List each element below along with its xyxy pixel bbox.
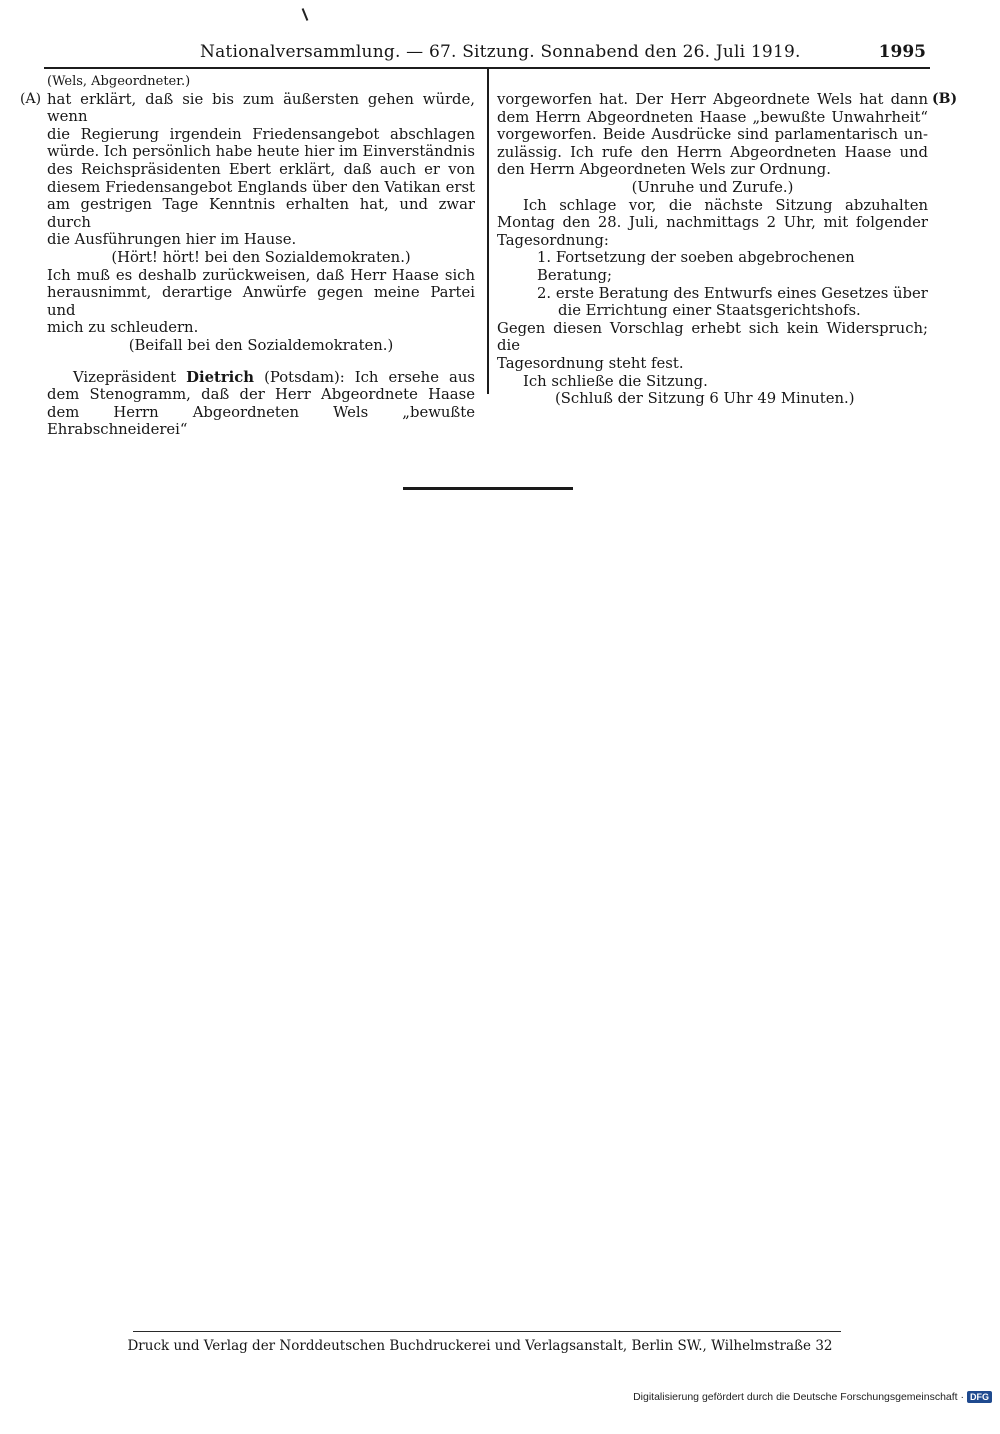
text-line: Ich muß es deshalb zurückweisen, daß Herr Haase sich bbox=[47, 266, 475, 284]
text-line: Ich schlage vor, die nächste Sitzung abzuhalten bbox=[523, 196, 928, 214]
text-line: (Potsdam): Ich ersehe aus bbox=[264, 368, 475, 386]
closing-note: (Schluß der Sitzung 6 Uhr 49 Minuten.) bbox=[555, 390, 855, 408]
text-line: am gestrigen Tage Kenntnis erhalten hat, und zwar durch bbox=[47, 196, 475, 231]
text-line: die Ausführungen hier im Hause. bbox=[47, 231, 297, 249]
margin-mark-b: (B) bbox=[932, 91, 958, 107]
page-header bbox=[0, 0, 1000, 70]
dfg-logo-icon: DFG bbox=[967, 1391, 992, 1403]
text-line: Ich schließe die Sitzung. bbox=[523, 372, 708, 390]
end-rule bbox=[403, 487, 573, 490]
text-line: dem Stenogramm, daß der Herr Abgeordnete Haase bbox=[47, 386, 475, 404]
speaker-role: Vizepräsident bbox=[73, 368, 177, 386]
speaker-note: (Wels, Abgeordneter.) bbox=[47, 74, 191, 89]
text-line: diesem Friedensangebot Englands über den Vatikan erst bbox=[47, 178, 475, 196]
speaker-name: Dietrich bbox=[186, 368, 255, 386]
interjection: (Hört! hört! bei den Sozialdemokraten.) bbox=[111, 248, 411, 266]
agenda-item: 2. erste Beratung des Entwurfs eines Gesetzes über bbox=[537, 284, 928, 302]
text-line: des Reichspräsidenten Ebert erklärt, daß auch er von bbox=[47, 160, 475, 178]
speaker-line bbox=[47, 369, 475, 387]
paragraph-gap bbox=[47, 355, 475, 369]
digitization-credit bbox=[633, 1391, 992, 1403]
text-line: Gegen diesen Vorschlag erhebt sich kein Widerspruch; die bbox=[497, 319, 928, 355]
text-line: Montag den 28. Juli, nachmittags 2 Uhr, mit folgender bbox=[497, 214, 928, 232]
printer-imprint: Druck und Verlag der Norddeutschen Buchdruckerei und Verlagsanstalt, Berlin SW., Wilhelmstraße 32 bbox=[127, 1338, 833, 1354]
credit-text: Digitalisierung gefördert durch die Deutsche Forschungsgemeinschaft · bbox=[633, 1391, 964, 1403]
interjection: (Beifall bei den Sozialdemokraten.) bbox=[128, 336, 394, 354]
text-line: dem Herrn Abgeordneten Wels „bewußte Ehrabschneiderei“ bbox=[47, 403, 475, 439]
text-line: dem Herrn Abgeordneten Haase „bewußte Unwahrheit“ bbox=[497, 108, 928, 126]
text-line: zulässig. Ich rufe den Herrn Abgeordneten Haase und bbox=[497, 143, 928, 161]
text-line: mich zu schleudern. bbox=[47, 319, 199, 337]
ink-mark bbox=[302, 8, 309, 21]
text-line: hat erklärt, daß sie bis zum äußersten gehen würde, wenn bbox=[47, 90, 475, 126]
footer-rule bbox=[133, 1331, 841, 1332]
agenda-item: 1. Fortsetzung der soeben abgebrochenen Beratung; bbox=[537, 249, 855, 284]
text-line: vorgeworfen. Beide Ausdrücke sind parlamentarisch un- bbox=[497, 126, 928, 144]
interjection: (Unruhe und Zurufe.) bbox=[631, 178, 794, 196]
text-line: die Regierung irgendein Friedensangebot abschlagen bbox=[47, 125, 475, 143]
text-line: Tagesordnung steht fest. bbox=[497, 354, 684, 372]
text-line: den Herrn Abgeordneten Wels zur Ordnung. bbox=[497, 161, 831, 179]
left-column bbox=[47, 73, 475, 439]
text-line: herausnimmt, derartige Anwürfe gegen meine Partei und bbox=[47, 284, 475, 319]
margin-mark-a: (A) bbox=[20, 91, 42, 107]
text-line: vorgeworfen hat. Der Herr Abgeordnete Wels hat dann bbox=[497, 91, 928, 108]
agenda-item-continued: die Errichtung einer Staatsgerichtshofs. bbox=[558, 302, 861, 320]
text-line: Tagesordnung: bbox=[497, 231, 609, 249]
page-number: 1995 bbox=[878, 42, 926, 62]
right-column bbox=[497, 91, 928, 408]
running-title: Nationalversammlung. — 67. Sitzung. Sonnabend den 26. Juli 1919. bbox=[200, 42, 801, 62]
column-divider bbox=[487, 68, 489, 394]
text-line: würde. Ich persönlich habe heute hier im Einverständnis bbox=[47, 143, 475, 161]
